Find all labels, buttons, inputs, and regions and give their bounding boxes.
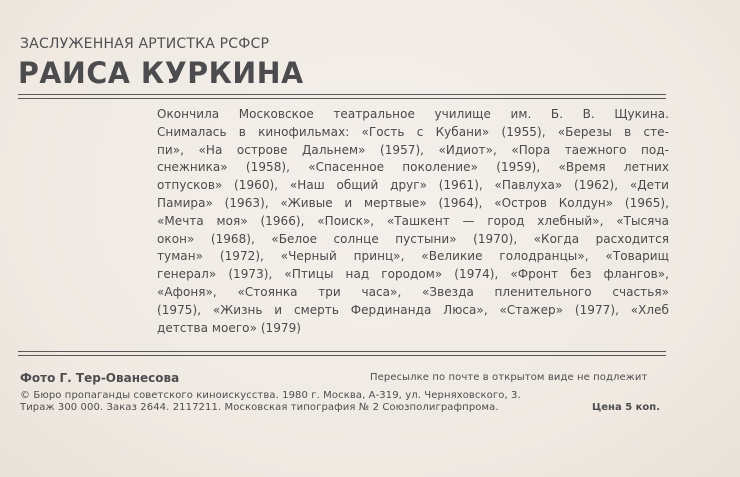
bio-line: «Афоня», «Стоянка три часа», «Звезда пленительного счастья» [157,284,669,299]
top-divider-line [18,94,666,95]
bottom-divider-line-second [18,355,666,356]
bio-line: отпусков» (1960), «Наш общий друг» (1961), «Павлуха» (1962), «Дети [157,178,669,193]
print-run-info: Тираж 300 000. Заказ 2644. 2117211. Московская типография № 2 Союзполиграфпрома. [20,402,499,413]
honorary-title: ЗАСЛУЖЕННАЯ АРТИСТКА РСФСР [20,36,270,52]
bio-line: снежника» (1958), «Спасенное поколение» (1959), «Время летних [157,160,669,175]
bio-line: «Мечта моя» (1966), «Поиск», «Ташкент — город хлебный», «Тысяча [157,213,669,228]
photo-credit: Фото Г. Тер-Ованесова [20,371,180,385]
bottom-divider-line [18,351,666,352]
biography-text [157,106,669,337]
bio-line: Снималась в кинофильмах: «Гость с Кубани» (1955), «Березы в сте- [157,124,669,139]
top-divider-line-second [18,98,666,99]
bio-line: пи», «На острове Дальнем» (1957), «Идиот», «Пора таежного под- [157,142,669,157]
publisher-line: © Бюро пропаганды советского киноискусства. 1980 г. Москва, А-319, ул. Черняховского, 3. [20,390,521,401]
bio-line: туман» (1972), «Черный принц», «Великие голодранцы», «Товарищ [157,249,669,264]
price-label: Цена 5 коп. [592,402,661,413]
bio-line: генерал» (1973), «Птицы над городом» (1974), «Фронт без флангов», [157,267,669,282]
postal-note: Пересылке по почте в открытом виде не подлежит [370,372,648,383]
bio-line: окон» (1968), «Белое солнце пустыни» (1970), «Когда расходится [157,231,669,246]
actress-name: РАИСА КУРКИНА [18,56,304,90]
bio-line: (1975), «Жизнь и смерть Фердинанда Люса», «Стажер» (1977), «Хлеб [157,302,669,317]
bio-line: детства моего» (1979) [157,320,302,335]
bio-line: Окончила Московское театральное училище им. Б. В. Щукина. [157,107,669,121]
bio-line: Памира» (1963), «Живые и мертвые» (1964), «Остров Колдун» (1965), [157,195,669,210]
